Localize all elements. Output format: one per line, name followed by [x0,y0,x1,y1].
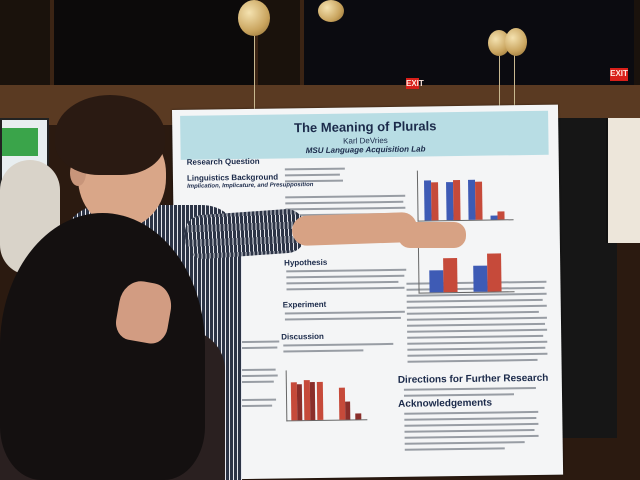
text-line [407,335,543,339]
text-line [408,359,538,363]
chart-bar [475,182,483,220]
exit-sign: EXIT [406,79,424,88]
text-line [404,423,538,427]
chart-bar [431,182,439,220]
poster-bar-chart-2 [418,245,549,299]
poster-title: The Meaning of Plurals [293,118,437,136]
chart-axes [418,245,515,293]
neighbor-poster-right [606,118,640,243]
text-line [287,287,405,291]
poster-bar-chart-1 [417,169,548,223]
chart-bar [355,413,361,419]
text-line [407,317,547,321]
chart-bar [429,270,443,292]
presenter-pointing-hand [398,222,466,248]
text-line [407,353,547,357]
text-line [404,411,538,415]
text-line [407,347,545,351]
text-line [285,195,405,199]
text-line [407,341,547,345]
section-directions: Directions for Further Research [397,372,549,386]
dark-window-left [50,0,258,85]
chart-axes [417,169,514,221]
chart-bar [443,258,457,292]
text-line [285,317,401,321]
chart-axes [286,369,368,421]
section-discussion: Discussion [281,331,324,342]
poster-author: Karl DeVries [343,135,388,146]
chart-bar [317,382,324,420]
section-acknowledgements: Acknowledgements [398,397,493,410]
text-line [405,447,505,450]
green-block [2,128,38,156]
section-research-question: Research Question [186,156,260,167]
text-line [286,281,398,285]
section-background-subtitle: Implication, Implicature, and Presupposition [187,182,314,190]
exit-sign: EXIT [610,68,628,81]
presenter-hair [55,95,165,175]
text-line [285,168,345,171]
text-line [407,329,547,333]
text-line [285,201,403,205]
text-line [285,311,405,315]
balloon [505,28,527,56]
presenter-arm [184,208,307,260]
text-line [407,299,543,303]
text-line [286,275,404,279]
text-line [283,343,393,347]
text-line [405,441,525,445]
dark-window-right [300,0,634,85]
section-experiment: Experiment [282,299,327,310]
chart-bar [297,384,303,420]
chart-bar [310,382,316,420]
text-line [285,174,340,177]
chart-bar [491,215,498,219]
chart-bar [453,180,461,220]
text-line [283,349,363,352]
poster-affiliation: MSU Language Acquisition Lab [305,144,426,156]
text-line [404,387,536,391]
chart-bar [487,253,502,291]
viewer-hair [0,213,205,480]
text-line [404,417,536,421]
text-line [285,207,405,211]
balloon [318,0,344,22]
balloon-string [254,30,255,120]
section-linguistics-background: Linguistics Background [186,172,279,183]
text-line [285,180,343,183]
text-line [286,269,406,273]
text-line [407,311,539,315]
chart-bar [473,266,487,292]
chart-bar [497,211,504,219]
balloon [238,0,270,36]
text-line [407,323,545,327]
chart-bar [345,402,350,420]
text-line [404,393,514,397]
section-hypothesis: Hypothesis [284,257,328,268]
text-line [405,435,539,439]
text-line [407,305,547,309]
poster-bar-chart-3 [286,369,397,427]
text-line [405,429,535,433]
